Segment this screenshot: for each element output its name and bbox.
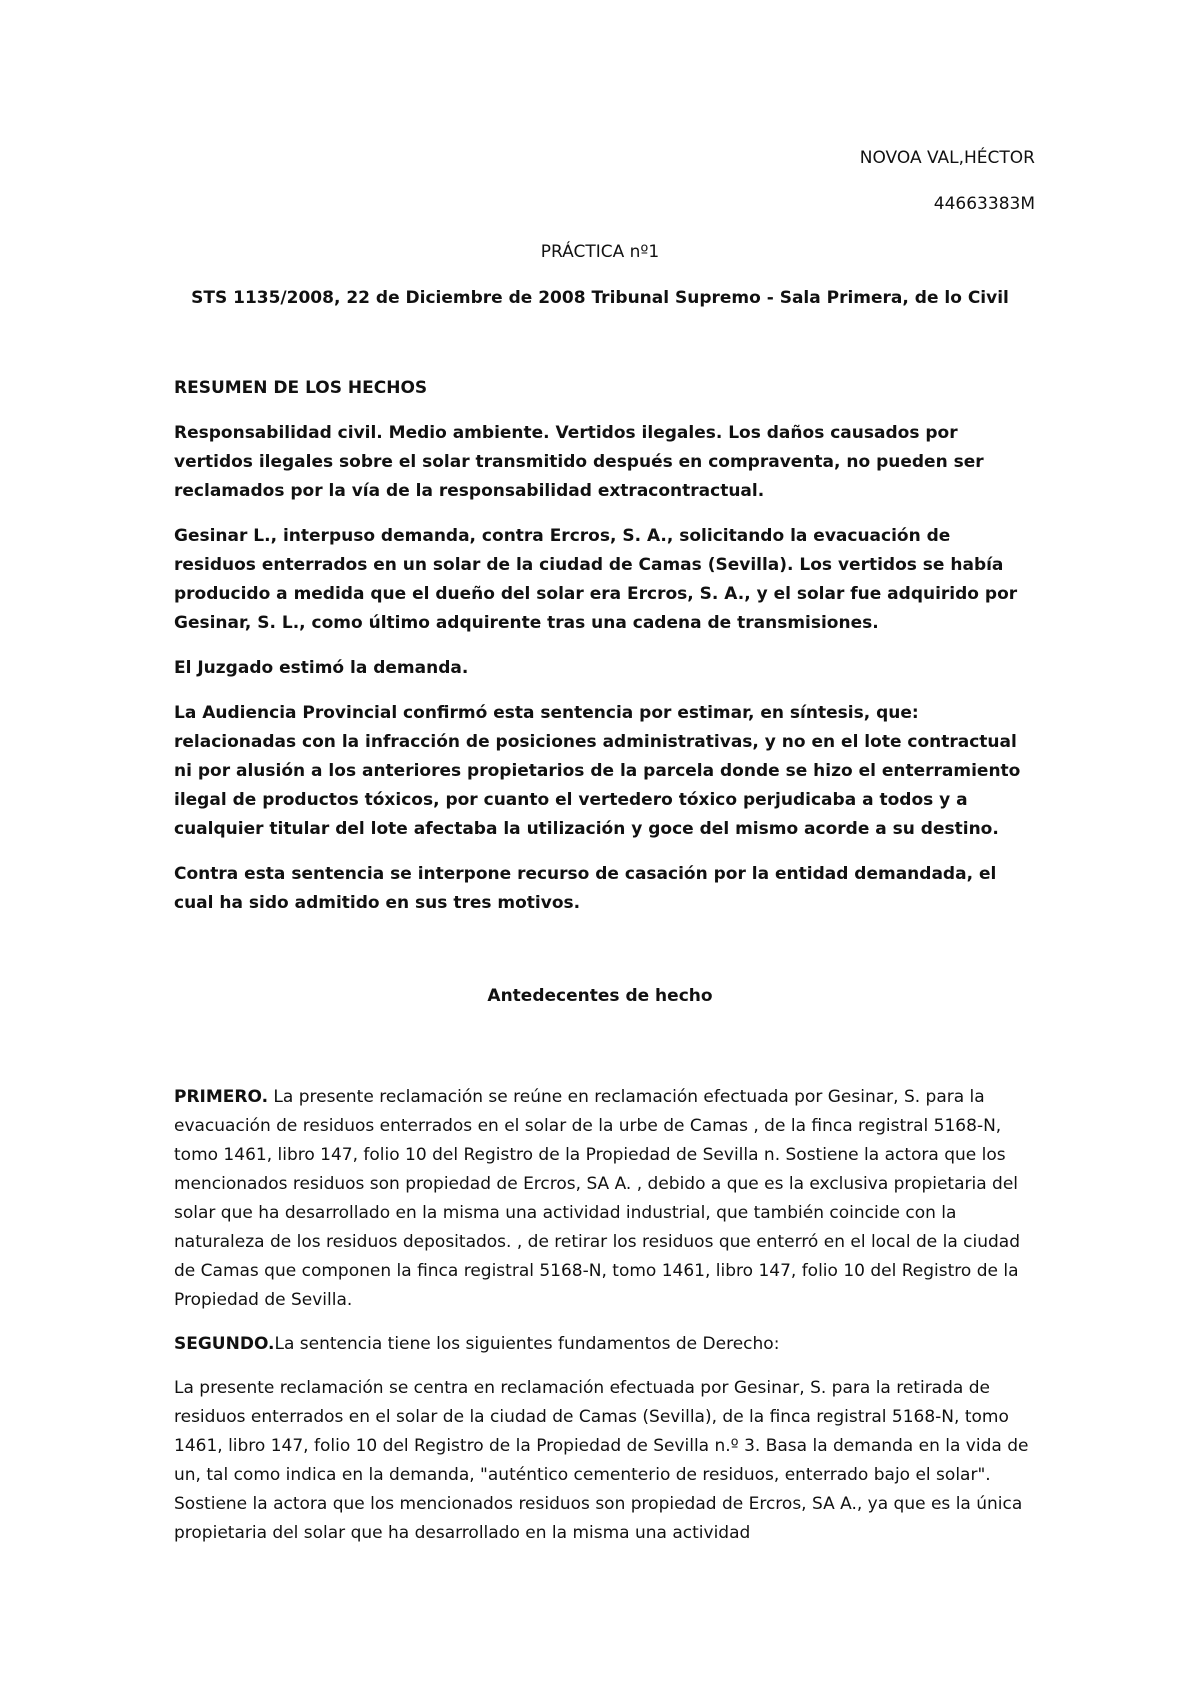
primero-paragraph xyxy=(174,1083,1034,1315)
summary-heading: RESUMEN DE LOS HECHOS xyxy=(174,378,428,398)
author-id: 44663383M xyxy=(933,194,1035,214)
fundamentos-paragraph: La presente reclamación se centra en reclamación efectuada por Gesinar, S. para la retirada de residuos enterrados en el solar de la ciudad de Camas (Sevilla), de la finca registral 5168-N, tomo 1461, libro 147, folio 10 del Registro de la Propiedad de Sevilla n.º 3. Basa la demanda en la vida de un, tal como indica en la demanda, "auténtico cementerio de residuos, enterrado bajo el solar". Sostiene la actora que los mencionados residuos son propiedad de Ercros, SA A., ya que es la única propietaria del solar que ha desarrollado en la misma una actividad xyxy=(174,1378,1029,1543)
background-heading: Antedecentes de hecho xyxy=(487,986,713,1006)
summary-paragraph: Responsabilidad civil. Medio ambiente. Vertidos ilegales. Los daños causados por vertidos ilegales sobre el solar transmitido después en compraventa, no pueden ser reclamados por la vía de la responsabilidad extracontractual. xyxy=(174,423,984,501)
summary-paragraph: El Juzgado estimó la demanda. xyxy=(174,658,469,678)
summary-paragraph: Contra esta sentencia se interpone recurso de casación por la entidad demandada, el cual ha sido admitido en sus tres motivos. xyxy=(174,864,997,913)
summary-paragraph: La Audiencia Provincial confirmó esta sentencia por estimar, en síntesis, que: relacionadas con la infracción de posiciones administrativas, y no en el lote contractual ni por alusión a los anteriores propietarios de la parcela donde se hizo el enterramiento ilegal de productos tóxicos, por cuanto el vertedero tóxico perjudicaba a todos y a cualquier titular del lote afectaba la utilización y goce del mismo acorde a su destino. xyxy=(174,703,1021,839)
summary-section xyxy=(174,374,1034,934)
summary-paragraph: Gesinar L., interpuso demanda, contra Ercros, S. A., solicitando la evacuación de residuos enterrados en un solar de la ciudad de Camas (Sevilla). Los vertidos se había producido a medida que el dueño del solar era Ercros, S. A., y el solar fue adquirido por Gesinar, S. L., como último adquirente tras una cadena de transmisiones. xyxy=(174,526,1018,633)
primero-label: PRIMERO. xyxy=(174,1087,269,1107)
segundo-paragraph xyxy=(174,1330,1034,1359)
case-reference: STS 1135/2008, 22 de Diciembre de 2008 Tribunal Supremo - Sala Primera, de lo Civil xyxy=(191,288,1009,308)
primero-text: La presente reclamación se reúne en reclamación efectuada por Gesinar, S. para la evacuación de residuos enterrados en el solar de la urbe de Camas , de la finca registral 5168-N, tomo 1461, libro 147, folio 10 del Registro de la Propiedad de Sevilla n. Sostiene la actora que los mencionados residuos son propiedad de Ercros, SA A. , debido a que es la exclusiva propietaria del solar que ha desarrollado en la misma una actividad industrial, que también coincide con la naturaleza de los residuos depositados. , de retirar los residuos que enterró en el local de la ciudad de Camas que componen la finca registral 5168-N, tomo 1461, libro 147, folio 10 del Registro de la Propiedad de Sevilla. xyxy=(174,1087,1021,1310)
practice-title: PRÁCTICA nº1 xyxy=(540,242,660,262)
author-name: NOVOA VAL,HÉCTOR xyxy=(859,148,1035,168)
segundo-text: La sentencia tiene los siguientes fundamentos de Derecho: xyxy=(274,1334,780,1354)
segundo-label: SEGUNDO. xyxy=(174,1334,275,1354)
background-section xyxy=(174,1083,1034,1563)
